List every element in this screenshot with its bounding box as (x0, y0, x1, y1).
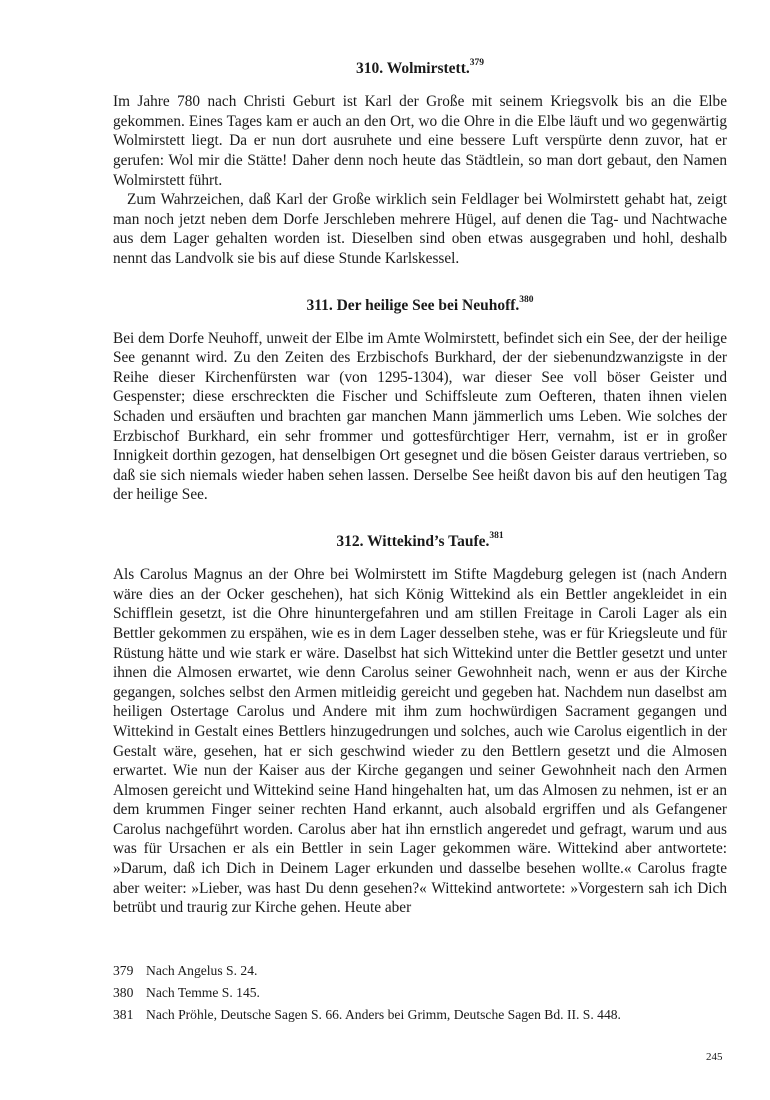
paragraph: Bei dem Dorfe Neuhoff, unweit der Elbe im Amte Wolmirstett, befindet sich ein See, der der heilige See genannt wird. Zu den Zeiten des Erzbischofs Burkhard, der der siebenundzwanzigste in der Reihe dieser Kirchenfürsten war (von 1295-1304), war dieser See voll böser Geister und Gespenster; diese erschreckten die Fischer und Schiffsleute zum Oefteren, thaten ihnen vielen Schaden und ersäuften und brachten gar manchen Mann jämmerlich ums Leben. Wie solches der Erzbischof Burkhard, ein sehr frommer und gottesfürchtiger Herr, vernahm, ist er in großer Innigkeit dorthin gezogen, hat denselbigen Ort gesegnet und die bösen Geister daraus vertrieben, so daß sie sich niemals wieder haben sehen lassen. Derselbe See heißt davon bis auf den heutigen Tag der heilige See. (113, 329, 727, 504)
page-body (113, 54, 727, 940)
footnote-number: 381 (113, 1007, 134, 1022)
footnote-text: Nach Angelus S. 24. (146, 963, 258, 978)
footnote (113, 1006, 727, 1023)
section-title: 311. Der heilige See bei Neuhoff. (306, 296, 520, 314)
footnote-reference[interactable]: 380 (519, 294, 534, 305)
section-heading (113, 527, 727, 553)
section-310 (113, 54, 727, 269)
section-heading (113, 291, 727, 317)
footnote (113, 984, 727, 1001)
footnote-number: 379 (113, 963, 134, 978)
section-title: 312. Wittekind’s Taufe. (336, 533, 490, 551)
page-number: 245 (706, 1051, 723, 1063)
paragraph: Zum Wahrzeichen, daß Karl der Große wirklich sein Feldlager bei Wolmirstett gehabt hat, zeigt man noch jetzt neben dem Dorfe Jerschleben mehrere Hügel, auf denen die Tag- und Nachtwache aus dem Lager gehalten worden ist. Dieselben sind oben etwas ausgegraben und hohl, deshalb nennt das Landvolk sie bis auf diese Stunde Karlskessel. (113, 191, 727, 267)
section-312 (113, 527, 727, 918)
footnote-text: Nach Pröhle, Deutsche Sagen S. 66. Anders bei Grimm, Deutsche Sagen Bd. II. S. 448. (146, 1007, 621, 1022)
section-311 (113, 291, 727, 506)
paragraph: Als Carolus Magnus an der Ohre bei Wolmirstett im Stifte Magdeburg gelegen ist (nach Andern wäre dies an der Ocker geschehen), hat sich König Wittekind als ein Bettler angekleidet in ein Schifflein gesetzt, ist die Ohre hinuntergefahren und am stillen Freitage in Caroli Lager als ein Bettler gekommen zu erspähen, wie es in dem Lager desselben stehe, was er für Kriegsleute und für Rüstung hätte und wie stark er wäre. Daselbst hat sich Wittekind unter die Bettler gesetzt und unter ihnen die Almosen erwartet, wie denn Carolus seiner Gewohnheit nach, wenn er aus der Kirche gegangen, solches selbst den Armen mitleidig gereicht und gegeben hat. Nachdem nun daselbst am heiligen Ostertage Carolus und Andere mit ihm zum hochwürdigen Sacrament gegangen und Wittekind in Gestalt eines Bettlers hinzugedrungen und solches, auch wie Carolus eigentlich in der Gestalt wäre, gesehen, hat er sich geschwind wieder zu den Bettlern gesetzt und die Almosen erwartet. Wie nun der Kaiser aus der Kirche gegangen und seiner Gewohnheit nach den Armen Almosen gereicht und Wittekind seine Hand hingehalten hat, um das Almosen zu nehmen, ist er an dem krummen Finger seiner rechten Hand erkannt, auch alsobald ergriffen und als Gefangener Carolus nachgeführt worden. Carolus aber hat ihn ernstlich angeredet und gefragt, warum und aus was für Ursachen er als ein Bettler in sein Lager gekommen wäre. Wittekind aber antwortete: »Darum, daß ich Dich in Deinem Lager erkunden und dasselbe besehen wollte.« Carolus fragte aber weiter: »Lieber, was hast Du denn gesehen?« Wittekind antwortete: »Vorgestern sah ich Dich betrübt und traurig zur Kirche gehen. Heute aber (113, 566, 727, 917)
footnote-text: Nach Temme S. 145. (146, 985, 260, 1000)
footnote-reference[interactable]: 381 (489, 531, 504, 541)
section-heading (113, 54, 727, 80)
footnote-number: 380 (113, 985, 134, 1000)
footnote-reference[interactable]: 379 (469, 58, 485, 68)
footnote (113, 962, 727, 979)
paragraph: Im Jahre 780 nach Christi Geburt ist Karl der Große mit seinem Kriegsvolk bis an die Elbe gekommen. Eines Tages kam er auch an den Ort, wo die Ohre in die Elbe läuft und wo gegenwärtig Wolmirstett liegt. Da er nun dort ausruhete und eine bessere Luft verspürte denn zuvor, hat er gerufen: Wol mir die Stätte! Daher denn noch heute das Städtlein, so man dort gebaut, den Namen Wolmirstett führt. (113, 93, 727, 189)
section-title: 310. Wolmirstett. (355, 60, 470, 78)
footnotes (113, 962, 727, 1028)
